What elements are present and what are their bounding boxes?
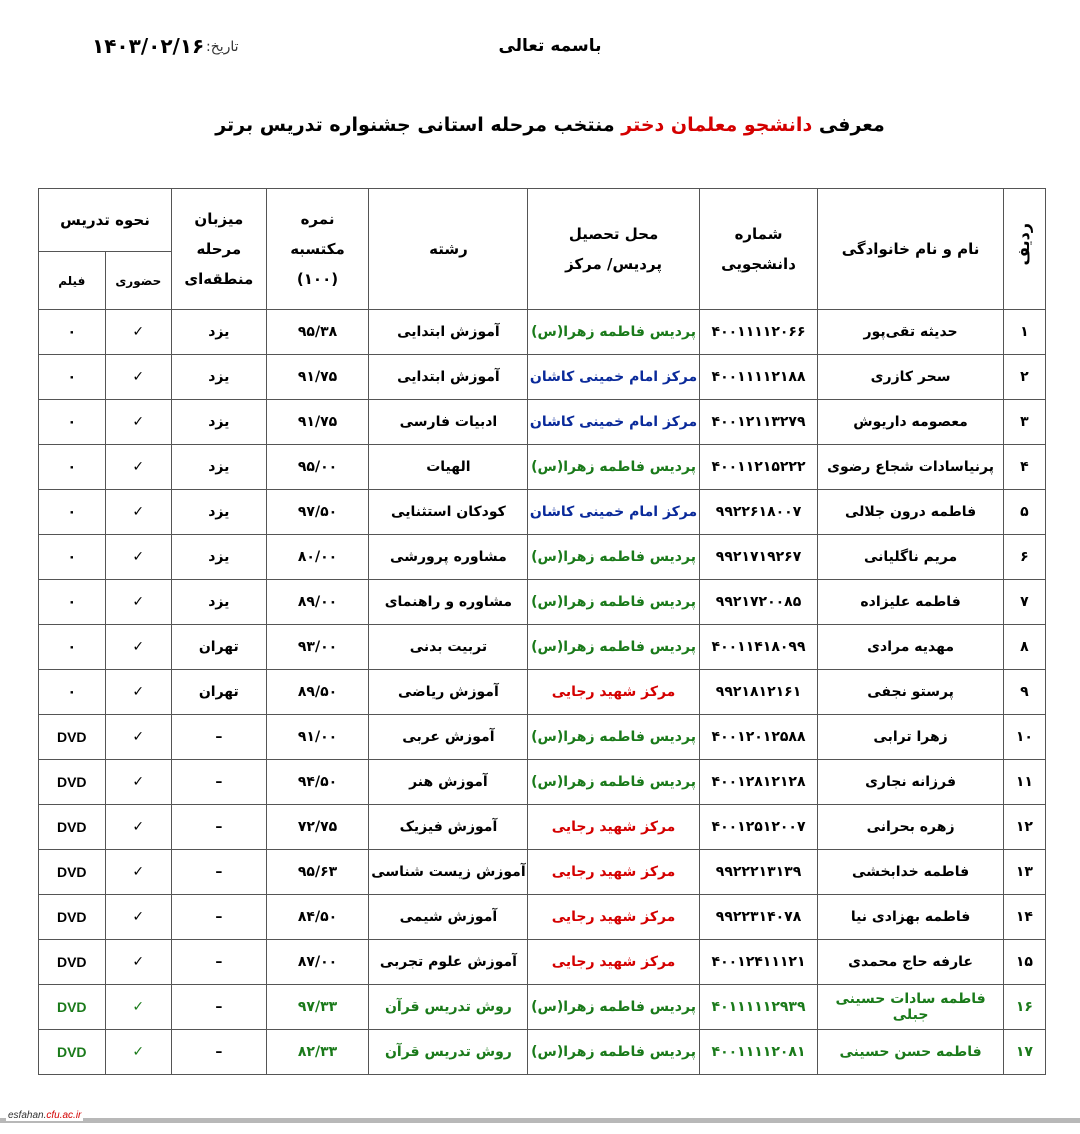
cell-film: DVD xyxy=(39,805,106,850)
cell-score: ۹۷/۵۰ xyxy=(266,490,369,535)
cell-student-number: ۴۰۰۱۱۱۱۲۰۶۶ xyxy=(699,310,818,355)
cell-in-person: ✓ xyxy=(105,580,171,625)
header-method: نحوه تدریس xyxy=(39,189,172,252)
footer-site-highlight: cfu.ac.ir xyxy=(46,1110,82,1121)
table-row xyxy=(39,760,1046,805)
cell-student-number: ۴۰۰۱۱۱۱۲۱۸۸ xyxy=(699,355,818,400)
cell-student-number: ۴۰۰۱۲۰۱۲۵۸۸ xyxy=(699,715,818,760)
cell-row-number: ۱۴ xyxy=(1003,895,1045,940)
cell-field: آموزش ابتدایی xyxy=(369,355,528,400)
cell-name: فاطمه بهزادی نیا xyxy=(818,895,1003,940)
cell-place: مرکز شهید رجایی xyxy=(528,670,699,715)
cell-score: ۹۷/۳۳ xyxy=(266,985,369,1030)
cell-film: ۰ xyxy=(39,400,106,445)
cell-film: ۰ xyxy=(39,625,106,670)
cell-student-number: ۴۰۰۱۱۱۱۲۰۸۱ xyxy=(699,1030,818,1075)
cell-row-number: ۷ xyxy=(1003,580,1045,625)
table-row xyxy=(39,400,1046,445)
cell-host: یزد xyxy=(172,490,267,535)
cell-name: فاطمه حسن حسینی xyxy=(818,1030,1003,1075)
cell-film: DVD xyxy=(39,895,106,940)
table-row xyxy=(39,355,1046,400)
cell-field: آموزش هنر xyxy=(369,760,528,805)
header-name: نام و نام خانوادگی xyxy=(818,189,1003,310)
cell-row-number: ۵ xyxy=(1003,490,1045,535)
cell-film: ۰ xyxy=(39,490,106,535)
cell-host: – xyxy=(172,715,267,760)
cell-in-person: ✓ xyxy=(105,805,171,850)
table-body xyxy=(39,310,1046,1075)
footer-site[interactable] xyxy=(6,1110,83,1121)
cell-host: تهران xyxy=(172,670,267,715)
header-field: رشته xyxy=(369,189,528,310)
cell-student-number: ۴۰۰۱۱۲۱۵۲۲۲ xyxy=(699,445,818,490)
cell-score: ۹۱/۷۵ xyxy=(266,355,369,400)
document-header xyxy=(0,36,1080,62)
cell-field: تربیت بدنی xyxy=(369,625,528,670)
cell-in-person: ✓ xyxy=(105,490,171,535)
cell-name: معصومه داریوش xyxy=(818,400,1003,445)
cell-student-number: ۴۰۰۱۲۸۱۲۱۲۸ xyxy=(699,760,818,805)
cell-host: – xyxy=(172,850,267,895)
cell-in-person: ✓ xyxy=(105,940,171,985)
cell-name: زهرا ترابی xyxy=(818,715,1003,760)
cell-score: ۹۵/۶۳ xyxy=(266,850,369,895)
cell-score: ۹۴/۵۰ xyxy=(266,760,369,805)
cell-field: آموزش عربی xyxy=(369,715,528,760)
cell-student-number: ۴۰۰۱۲۵۱۲۰۰۷ xyxy=(699,805,818,850)
cell-in-person: ✓ xyxy=(105,850,171,895)
cell-field: روش تدریس قرآن xyxy=(369,1030,528,1075)
cell-student-number: ۹۹۲۱۷۱۹۲۶۷ xyxy=(699,535,818,580)
title-part-1: معرفی xyxy=(818,114,885,136)
cell-host: – xyxy=(172,985,267,1030)
cell-place: مرکز امام خمینی کاشان xyxy=(528,490,699,535)
cell-row-number: ۱۲ xyxy=(1003,805,1045,850)
cell-name: فاطمه درون جلالی xyxy=(818,490,1003,535)
cell-name: فرزانه نجاری xyxy=(818,760,1003,805)
cell-film: DVD xyxy=(39,985,106,1030)
footer-site-prefix: esfahan. xyxy=(8,1110,47,1121)
table-row xyxy=(39,625,1046,670)
cell-score: ۸۹/۵۰ xyxy=(266,670,369,715)
cell-row-number: ۱۳ xyxy=(1003,850,1045,895)
cell-in-person: ✓ xyxy=(105,355,171,400)
cell-name: حدیثه تقی‌پور xyxy=(818,310,1003,355)
cell-host: یزد xyxy=(172,445,267,490)
cell-row-number: ۱۱ xyxy=(1003,760,1045,805)
title-highlight: دانشجو معلمان دختر xyxy=(621,114,813,136)
cell-field: آموزش ابتدایی xyxy=(369,310,528,355)
cell-film: ۰ xyxy=(39,535,106,580)
cell-field: آموزش زیست شناسی xyxy=(369,850,528,895)
cell-host: – xyxy=(172,940,267,985)
table-row xyxy=(39,940,1046,985)
cell-name: سحر کازری xyxy=(818,355,1003,400)
cell-field: آموزش شیمی xyxy=(369,895,528,940)
cell-row-number: ۹ xyxy=(1003,670,1045,715)
cell-in-person: ✓ xyxy=(105,985,171,1030)
cell-student-number: ۴۰۰۱۲۱۱۳۲۷۹ xyxy=(699,400,818,445)
table-row xyxy=(39,850,1046,895)
table-row xyxy=(39,670,1046,715)
cell-host: یزد xyxy=(172,535,267,580)
cell-place: مرکز شهید رجایی xyxy=(528,850,699,895)
cell-score: ۸۲/۳۳ xyxy=(266,1030,369,1075)
cell-score: ۸۷/۰۰ xyxy=(266,940,369,985)
cell-in-person: ✓ xyxy=(105,310,171,355)
cell-student-number: ۴۰۰۱۱۴۱۸۰۹۹ xyxy=(699,625,818,670)
cell-name: پرستو نجفی xyxy=(818,670,1003,715)
table-row xyxy=(39,715,1046,760)
cell-place: پردیس فاطمه زهرا(س) xyxy=(528,760,699,805)
cell-host: یزد xyxy=(172,580,267,625)
cell-field: مشاوره پرورشی xyxy=(369,535,528,580)
cell-place: پردیس فاطمه زهرا(س) xyxy=(528,1030,699,1075)
cell-in-person: ✓ xyxy=(105,535,171,580)
cell-host: – xyxy=(172,895,267,940)
cell-student-number: ۹۹۲۱۸۱۲۱۶۱ xyxy=(699,670,818,715)
cell-student-number: ۴۰۰۱۲۴۱۱۱۲۱ xyxy=(699,940,818,985)
cell-in-person: ✓ xyxy=(105,715,171,760)
cell-film: ۰ xyxy=(39,670,106,715)
cell-film: DVD xyxy=(39,760,106,805)
cell-row-number: ۱۰ xyxy=(1003,715,1045,760)
header-host: میزبان مرحله منطقه‌ای xyxy=(172,189,267,310)
cell-name: پرنیاسادات شجاع رضوی xyxy=(818,445,1003,490)
cell-name: مریم ناگلیانی xyxy=(818,535,1003,580)
cell-score: ۷۲/۷۵ xyxy=(266,805,369,850)
cell-field: روش تدریس قرآن xyxy=(369,985,528,1030)
table-row xyxy=(39,310,1046,355)
cell-field: آموزش ریاضی xyxy=(369,670,528,715)
cell-host: – xyxy=(172,1030,267,1075)
cell-score: ۸۹/۰۰ xyxy=(266,580,369,625)
cell-field: کودکان استثنایی xyxy=(369,490,528,535)
cell-name: فاطمه خدابخشی xyxy=(818,850,1003,895)
cell-place: مرکز شهید رجایی xyxy=(528,805,699,850)
cell-score: ۹۳/۰۰ xyxy=(266,625,369,670)
cell-name: فاطمه علیزاده xyxy=(818,580,1003,625)
cell-host: – xyxy=(172,760,267,805)
cell-score: ۹۵/۳۸ xyxy=(266,310,369,355)
table-row xyxy=(39,490,1046,535)
table-row xyxy=(39,535,1046,580)
cell-in-person: ✓ xyxy=(105,625,171,670)
cell-in-person: ✓ xyxy=(105,760,171,805)
cell-row-number: ۱۷ xyxy=(1003,1030,1045,1075)
cell-place: پردیس فاطمه زهرا(س) xyxy=(528,580,699,625)
cell-student-number: ۹۹۲۲۲۱۳۱۳۹ xyxy=(699,850,818,895)
cell-score: ۹۱/۰۰ xyxy=(266,715,369,760)
title-part-2: منتخب مرحله استانی جشنواره تدریس برتر xyxy=(215,114,615,136)
document-title xyxy=(150,114,950,136)
cell-film: DVD xyxy=(39,1030,106,1075)
footer-bar xyxy=(0,1118,1080,1123)
cell-name: مهدیه مرادی xyxy=(818,625,1003,670)
cell-row-number: ۴ xyxy=(1003,445,1045,490)
cell-film: ۰ xyxy=(39,580,106,625)
cell-row-number: ۸ xyxy=(1003,625,1045,670)
header-score: نمره مکتسبه (۱۰۰) xyxy=(266,189,369,310)
cell-host: تهران xyxy=(172,625,267,670)
cell-student-number: ۹۹۲۲۳۱۴۰۷۸ xyxy=(699,895,818,940)
cell-score: ۸۴/۵۰ xyxy=(266,895,369,940)
header-in-person: حضوری xyxy=(105,252,171,310)
cell-film: ۰ xyxy=(39,310,106,355)
cell-score: ۹۵/۰۰ xyxy=(266,445,369,490)
cell-place: مرکز شهید رجایی xyxy=(528,895,699,940)
table-row xyxy=(39,805,1046,850)
cell-field: آموزش فیزیک xyxy=(369,805,528,850)
header-film: فیلم xyxy=(39,252,106,310)
cell-name: عارفه حاج محمدی xyxy=(818,940,1003,985)
cell-row-number: ۳ xyxy=(1003,400,1045,445)
cell-place: مرکز شهید رجایی xyxy=(528,940,699,985)
cell-name: فاطمه سادات حسینی جبلی xyxy=(818,985,1003,1030)
cell-name: زهره بحرانی xyxy=(818,805,1003,850)
table-row xyxy=(39,1030,1046,1075)
cell-field: مشاوره و راهنمای xyxy=(369,580,528,625)
cell-host: یزد xyxy=(172,400,267,445)
cell-row-number: ۱ xyxy=(1003,310,1045,355)
cell-field: آموزش علوم تجربی xyxy=(369,940,528,985)
cell-in-person: ✓ xyxy=(105,445,171,490)
cell-film: ۰ xyxy=(39,445,106,490)
cell-film: DVD xyxy=(39,715,106,760)
cell-place: پردیس فاطمه زهرا(س) xyxy=(528,625,699,670)
cell-host: – xyxy=(172,805,267,850)
table-row xyxy=(39,985,1046,1030)
cell-host: یزد xyxy=(172,310,267,355)
table-row xyxy=(39,580,1046,625)
cell-place: پردیس فاطمه زهرا(س) xyxy=(528,445,699,490)
cell-in-person: ✓ xyxy=(105,400,171,445)
table-row xyxy=(39,895,1046,940)
cell-in-person: ✓ xyxy=(105,895,171,940)
date-label: تاریخ: xyxy=(206,39,239,55)
cell-place: پردیس فاطمه زهرا(س) xyxy=(528,535,699,580)
cell-film: ۰ xyxy=(39,355,106,400)
cell-row-number: ۱۶ xyxy=(1003,985,1045,1030)
cell-film: DVD xyxy=(39,850,106,895)
cell-row-number: ۶ xyxy=(1003,535,1045,580)
cell-student-number: ۹۹۲۲۶۱۸۰۰۷ xyxy=(699,490,818,535)
cell-row-number: ۱۵ xyxy=(1003,940,1045,985)
cell-student-number: ۴۰۱۱۱۱۱۲۹۳۹ xyxy=(699,985,818,1030)
cell-field: الهیات xyxy=(369,445,528,490)
header-student-number: شماره دانشجویی xyxy=(699,189,818,310)
students-table xyxy=(38,188,1046,1075)
header-row-number: ردیف xyxy=(1003,189,1045,310)
cell-in-person: ✓ xyxy=(105,670,171,715)
cell-score: ۹۱/۷۵ xyxy=(266,400,369,445)
date-value: ۱۴۰۳/۰۲/۱۶ xyxy=(92,34,205,58)
basmala-heading: باسمه تعالی xyxy=(498,36,602,56)
cell-in-person: ✓ xyxy=(105,1030,171,1075)
cell-student-number: ۹۹۲۱۷۲۰۰۸۵ xyxy=(699,580,818,625)
cell-place: پردیس فاطمه زهرا(س) xyxy=(528,985,699,1030)
cell-host: یزد xyxy=(172,355,267,400)
cell-field: ادبیات فارسی xyxy=(369,400,528,445)
cell-place: مرکز امام خمینی کاشان xyxy=(528,355,699,400)
cell-row-number: ۲ xyxy=(1003,355,1045,400)
cell-film: DVD xyxy=(39,940,106,985)
cell-score: ۸۰/۰۰ xyxy=(266,535,369,580)
cell-place: پردیس فاطمه زهرا(س) xyxy=(528,310,699,355)
cell-place: مرکز امام خمینی کاشان xyxy=(528,400,699,445)
header-place: محل تحصیل پردیس/ مرکز xyxy=(528,189,699,310)
table-row xyxy=(39,445,1046,490)
cell-place: پردیس فاطمه زهرا(س) xyxy=(528,715,699,760)
